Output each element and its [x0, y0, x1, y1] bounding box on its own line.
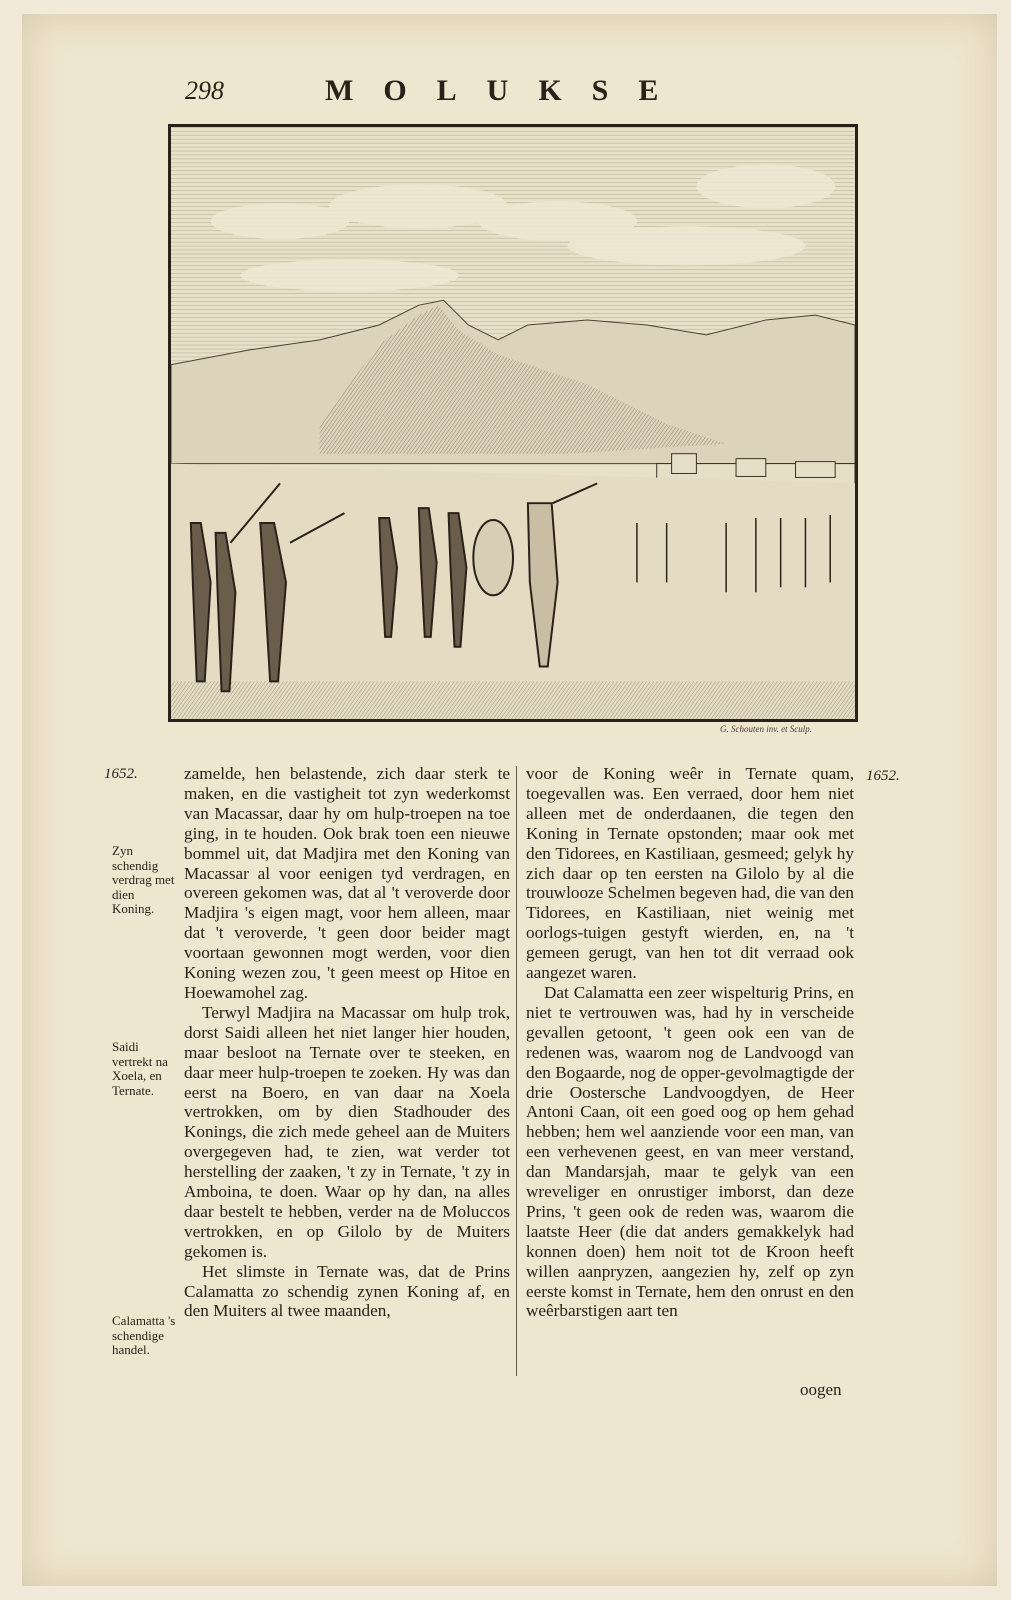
paragraph: voor de Koning weêr in Ternate quam, toegevallen was. Een verraed, door hem niet alleen met de onderdaanen, die tegen den Koning in Ternate opstonden; maar ook met den Tidorees, en Kastiliaan, gesmeed; gelyk hy zich daar op ten eersten na Gilolo by al die trouwlooze Schelmen begeven had, die van den Tidorees, en Kastiliaan, niet weinig met oorlogs-tuigen gestyft wierden, en, na 't gemeen gerugt, van hen tot dit verraad ook aangezet waren.: [526, 764, 854, 983]
page-number: 298: [185, 76, 224, 105]
engraver-credit: G. Schouten inv. et Sculp.: [720, 724, 813, 734]
margin-year-left: 1652.: [104, 766, 138, 782]
paragraph: zamelde, hen belastende, zich daar sterk te maken, en die vastigheit tot zyn wederkomst van Macassar, daar hy om hulp-troepen na toe ging, in te houden. Ook brak toen een nieuwe bommel uit, dat Madjira met den Koning van Macassar al voor eenigen tyd verdragen, en overeen gekomen was, dat al 't veroverde door Madjira 's eigen magt, voor hem alleen, maar dat 't veroverde, 't geen door beider magt voortaan gewonnen mogt werden, voor dien Koning wezen zou, 't geen meest op Hitoe en Hoewamohel zag.: [184, 764, 510, 1002]
margin-year-right: 1652.: [866, 768, 900, 784]
page-header: [185, 72, 745, 112]
catch-word: oogen: [800, 1380, 842, 1399]
left-text-column: [184, 764, 510, 1321]
margin-note: Saidi vertrekt na Xoela, en Ternate.: [112, 1039, 168, 1098]
column-divider: [516, 766, 517, 1376]
margin-note: Calamatta 's schendige handel.: [112, 1313, 176, 1357]
paragraph: Dat Calamatta een zeer wispelturig Prins, en niet te vertrouwen was, had hy in verscheide gevallen getoont, 't geen ook een van de redenen was, waarom nog de Landvoogd van den Bogaarde, nog de opper-gevolmagtigde der drie Oostersche Landvoogdyen, de Heer Antoni Caan, oit een goed oog op hem gehad hebben; hem wel aanziende voor een man, van een verhevenen geest, en van meer verstand, dan Mandarsjah, maar te gelyk van een wreveliger en onrustiger imborst, dan deze Prins, 't geen ook de reden was, waarom die laatste Heer (die dat anders gemakkelyk had konnen doen) hem noit tot de Kroon heeft willen aanpryzen, aangezien hy, zelf op zyn eerste komst in Ternate, hem den onrust en den weêrbarstigen aart ten: [526, 982, 854, 1321]
battle-scene-engraving: [171, 127, 855, 719]
running-title: MOLUKSE: [325, 74, 689, 107]
engraving-illustration: [168, 124, 858, 722]
margin-note: Zyn schendig verdrag met dien Koning.: [112, 843, 175, 916]
paragraph: Het slimste in Ternate was, dat de Prins Calamatta zo schendig zynen Koning af, en den Muiters al twee maanden,: [184, 1261, 510, 1321]
paragraph: Terwyl Madjira na Macassar om hulp trok, dorst Saidi alleen het niet langer hier houden, maar besloot na Ternate over te steeken, en daar meer hulp-troepen te zoeken. Hy was dan eerst na Boero, en van daar na Xoela vertrokken, om by dien Stadhouder des Konings, die zich mede geheel aan de Muiters overgegeven had, te zien, wat verder tot herstelling der zaaken, 't zy in Ternate, 't zy in Amboina, te doen. Waar op hy dan, na alles daar bestelt te hebben, verder na de Moluccos vertrokken, en op Gilolo by de Muiters gekomen is.: [184, 1002, 510, 1261]
right-text-column: [526, 764, 854, 1321]
